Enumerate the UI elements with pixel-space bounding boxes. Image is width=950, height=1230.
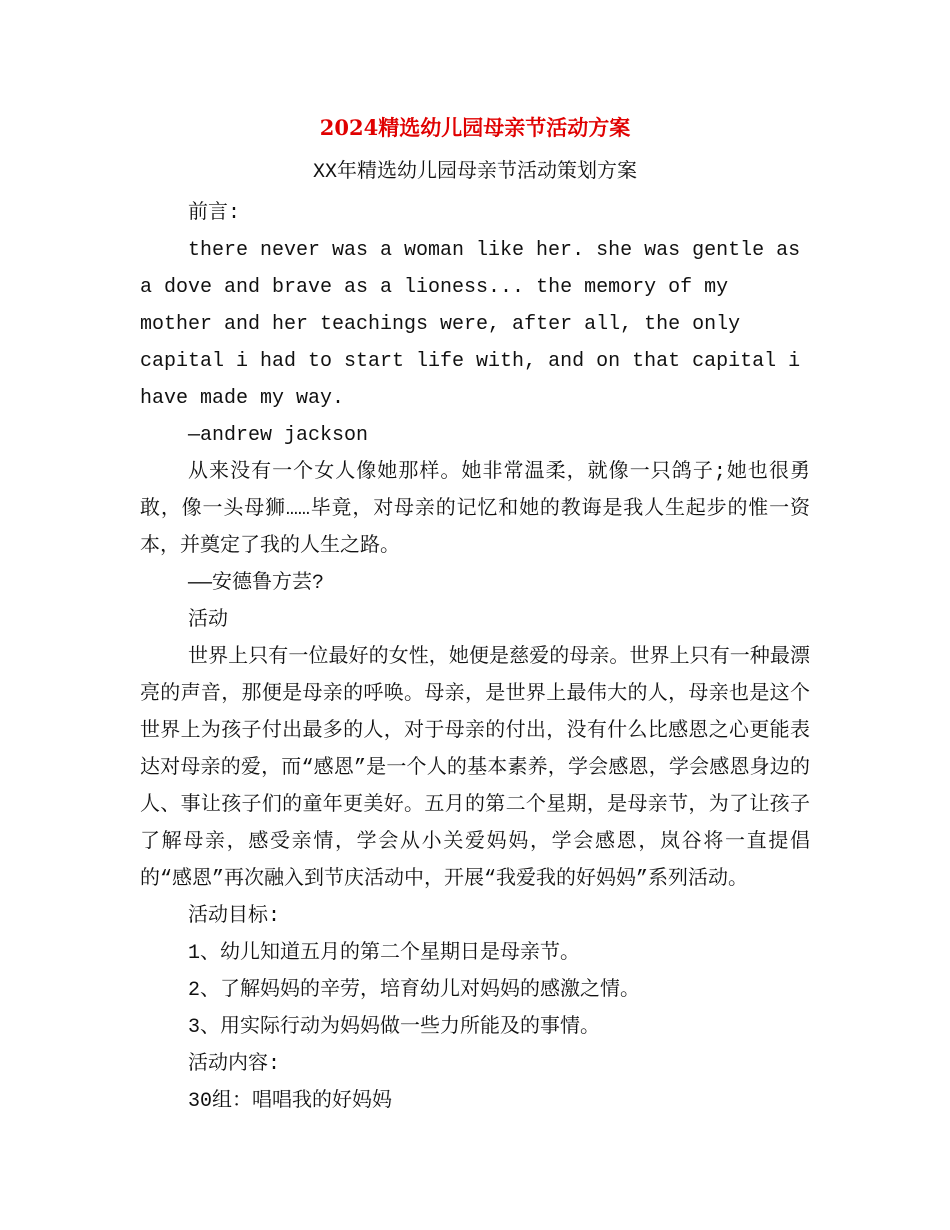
document-body: [140, 195, 810, 1120]
goal-item: 2、了解妈妈的辛劳，培育幼儿对妈妈的感激之情。: [188, 979, 641, 1002]
activity-label: 活动: [188, 609, 228, 632]
english-quote: there never was a woman like her. she was gentle as a dove and brave as a lioness... the memory of my mother and her teachings were, after all, the only capital i had to start life with, and on that capital i have made my way.: [140, 239, 801, 410]
chinese-quote: 从来没有一个女人像她那样。她非常温柔，就像一只鸽子;她也很勇敢，像一头母狮……毕竟，对母亲的记忆和她的教诲是我人生起步的惟一资本，并奠定了我的人生之路。: [140, 461, 810, 558]
document-subtitle: XX年精选幼儿园母亲节活动策划方案: [312, 161, 637, 184]
preface-label: 前言:: [188, 202, 241, 225]
activity-intro: 世界上只有一位最好的女性，她便是慈爱的母亲。世界上只有一种最漂亮的声音，那便是母亲的呼唤。母亲，是世界上最伟大的人，母亲也是这个世界上为孩子付出最多的人，对于母亲的付出，没有什么比感恩之心更能表达对母亲的爱，而“感恩”是一个人的基本素养，学会感恩，学会感恩身边的人、事让孩子们的童年更美好。五月的第二个星期，是母亲节，为了让孩子了解母亲，感受亲情，学会从小关爱妈妈，学会感恩，岚谷将一直提倡的“感恩”再次融入到节庆活动中，开展“我爱我的好妈妈”系列活动。: [140, 646, 810, 891]
chinese-quote-author: ——安德鲁方芸?: [188, 572, 325, 595]
goal-item: 1、幼儿知道五月的第二个星期日是母亲节。: [188, 942, 581, 965]
document-title: 2024精选幼儿园母亲节活动方案: [319, 115, 631, 140]
english-quote-author: —andrew jackson: [188, 424, 369, 447]
content-item: 30组：唱唱我的好妈妈: [188, 1090, 393, 1113]
goal-item: 3、用实际行动为妈妈做一些力所能及的事情。: [188, 1016, 601, 1039]
goals-label: 活动目标:: [188, 905, 281, 928]
content-label: 活动内容:: [188, 1053, 281, 1076]
